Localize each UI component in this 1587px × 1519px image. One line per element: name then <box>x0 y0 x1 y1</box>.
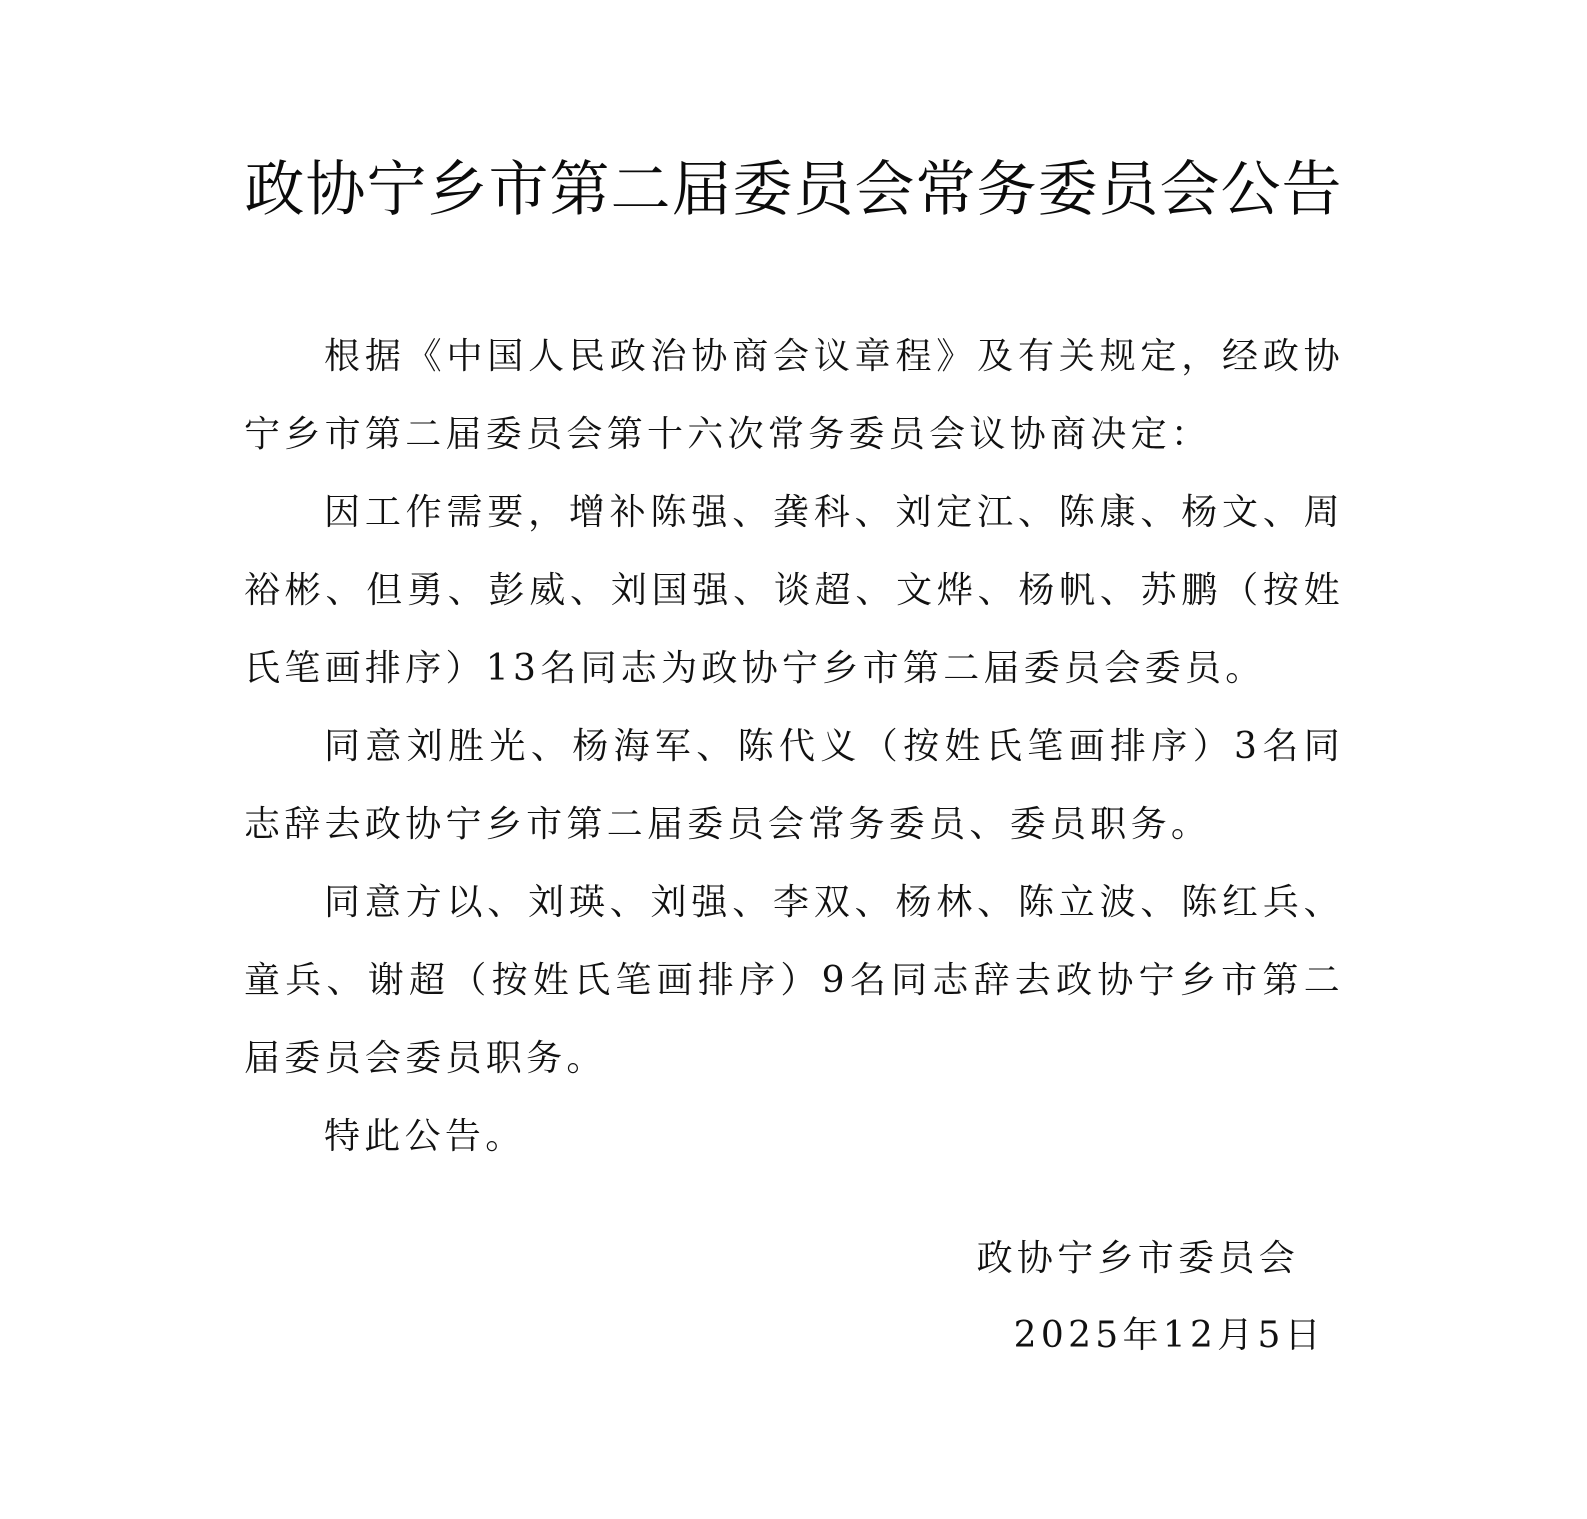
document-body <box>244 318 1344 1176</box>
paragraph-resignations-members: 同意方以、刘瑛、刘强、李双、杨林、陈立波、陈红兵、童兵、谢超（按姓氏笔画排序）9名同志辞去政协宁乡市第二届委员会委员职务。 <box>244 882 1344 1079</box>
signature-date: 2025年12月5日 <box>1013 1315 1325 1356</box>
paragraph-closing: 特此公告。 <box>324 1116 526 1157</box>
document-title: 政协宁乡市第二届委员会常务委员会公告 <box>244 155 1343 225</box>
signature-organization: 政协宁乡市委员会 <box>976 1238 1299 1279</box>
paragraph-intro: 根据《中国人民政治协商会议章程》及有关规定，经政协宁乡市第二届委员会第十六次常务委员会议协商决定： <box>244 336 1344 455</box>
paragraph-additions: 因工作需要，增补陈强、龚科、刘定江、陈康、杨文、周裕彬、但勇、彭威、刘国强、谈超、文烨、杨帆、苏鹏（按姓氏笔画排序）13名同志为政协宁乡市第二届委员会委员。 <box>244 492 1344 689</box>
paragraph-resignations-standing: 同意刘胜光、杨海军、陈代义（按姓氏笔画排序）3名同志辞去政协宁乡市第二届委员会常务委员、委员职务。 <box>244 726 1344 845</box>
